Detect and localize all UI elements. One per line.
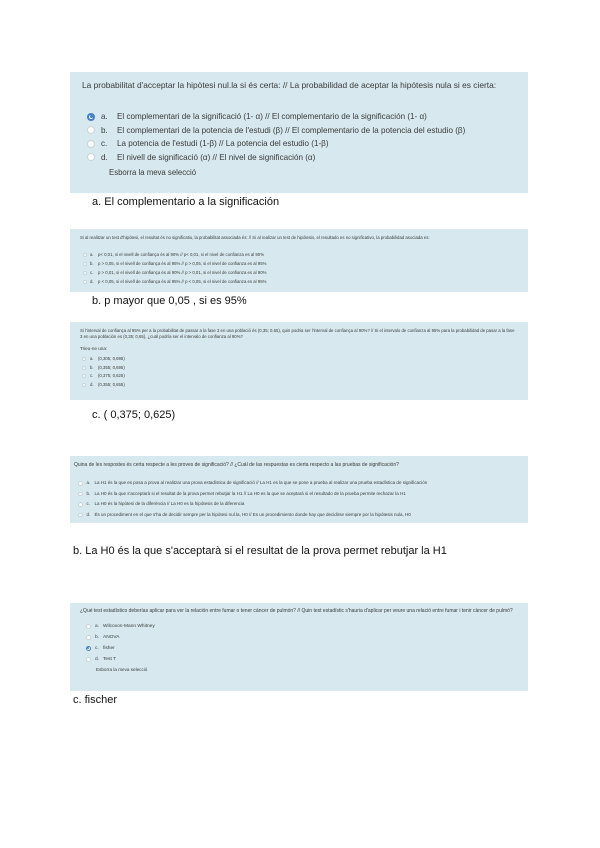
- option-text: p < 0,05, si el nivell de confiança és al 95% // p < 0,05, si el nivel de confianza es al 95%: [98, 279, 267, 284]
- options-list: [82, 110, 516, 164]
- option-letter: d.: [101, 152, 108, 162]
- question-card-1: [70, 72, 528, 193]
- question-card-2: [70, 229, 528, 292]
- option-letter: c.: [101, 139, 108, 148]
- radio-icon[interactable]: [78, 513, 83, 518]
- question-text: Si l'interval de confiança al 95% per a la probabilitat de passar a la fase 3 en una població és (0,35; 0,65), quin podria ser l'interval de confiança al 90%? // Si el intervalo de confianza al 95% para la probabilidad de pasar a la fase 3 en una población es (0,35; 0,65), ¿cuál podría ser el intervalo de confianza al 90%?: [80, 328, 515, 339]
- choose-one-label: Trieu-ne una:: [80, 346, 108, 351]
- option-a[interactable]: [80, 621, 518, 632]
- option-letter: a.: [95, 624, 100, 629]
- radio-icon[interactable]: [82, 383, 86, 387]
- option-text: Wilcoxon-Mann Whitney: [103, 624, 155, 629]
- radio-icon[interactable]: [87, 140, 95, 148]
- clear-selection-link[interactable]: Esborra la meva selecció: [109, 168, 197, 177]
- option-letter: c.: [95, 646, 99, 651]
- options-list: [74, 478, 524, 520]
- option-text: És un procediment en el que s'ha de decidir sempre per la hipòtesi nul.la, H0 // Es un procedimiento donde hay que decidirse siempre por la hipótesis nula, H0: [94, 511, 411, 517]
- clear-selection-link[interactable]: Esborra la meva selecció: [96, 667, 148, 672]
- question-card-4: [70, 456, 528, 523]
- option-text: El complementari de la significació (1- α) // El complementario de la significación (1- α): [117, 112, 427, 121]
- option-text: La H1 és la que es posa a prova al realitzar una prova estadística de significació // La H1 es la que se pone a prueba al realizar una prueba estadística de significación: [94, 480, 428, 485]
- option-d[interactable]: [80, 654, 518, 665]
- radio-selected-icon[interactable]: [86, 646, 91, 651]
- radio-icon[interactable]: [83, 262, 87, 266]
- option-a[interactable]: [80, 355, 518, 364]
- option-text: El complementari de la potencia de l'estudi (β) // El complementario de la potencia del estudio (β): [117, 125, 466, 135]
- option-text: La potencia de l'estudi (1-β) // La potencia del estudio (1-β): [117, 139, 329, 148]
- radio-icon[interactable]: [82, 366, 86, 370]
- option-text: (0,305; 0,695): [98, 356, 125, 361]
- option-d[interactable]: [80, 381, 518, 390]
- radio-icon[interactable]: [87, 126, 95, 134]
- radio-icon[interactable]: [83, 280, 87, 284]
- radio-icon[interactable]: [86, 657, 91, 662]
- option-text: (0,355; 0,655): [98, 381, 125, 387]
- option-letter: c.: [90, 270, 94, 275]
- option-text: El nivell de significació (α) // El nivel de significación (α): [117, 152, 316, 162]
- option-b[interactable]: [82, 124, 516, 138]
- option-letter: c.: [86, 501, 91, 506]
- option-d[interactable]: [82, 151, 516, 165]
- answer-note-1: a. El complementario a la significación: [92, 196, 280, 208]
- radio-icon[interactable]: [78, 481, 83, 486]
- option-letter: d.: [86, 511, 91, 517]
- option-letter: a.: [101, 112, 108, 121]
- option-text: p > 0,01, si el nivell de confiança és al 90% // p > 0,01, si el nivel de confianza es al 90%: [98, 270, 267, 275]
- option-letter: b.: [90, 261, 94, 266]
- answer-note-2: b. p mayor que 0,05 , si es 95%: [92, 295, 247, 307]
- question-card-5: [70, 603, 528, 691]
- option-text: (0,375; 0,625): [98, 373, 125, 378]
- answer-note-5: c. fischer: [73, 694, 118, 706]
- options-list: [80, 621, 518, 665]
- options-list: [80, 355, 518, 389]
- option-text: (0,355; 0,695): [98, 364, 125, 370]
- option-a[interactable]: [82, 110, 516, 124]
- option-d[interactable]: [80, 277, 518, 286]
- options-list: [80, 250, 518, 286]
- radio-icon[interactable]: [83, 271, 87, 275]
- option-letter: d.: [90, 381, 94, 387]
- option-text: p > 0,05, si el nivell de confiança és al 95% // p > 0,05, si el nivel de confianza es al 95%: [98, 261, 267, 266]
- option-c[interactable]: [80, 643, 518, 654]
- answer-note-3: c. ( 0,375; 0,625): [92, 409, 176, 421]
- option-letter: b.: [86, 490, 91, 496]
- option-b[interactable]: [80, 632, 518, 643]
- option-letter: a.: [90, 252, 94, 257]
- option-letter: d.: [95, 657, 100, 662]
- radio-icon[interactable]: [82, 357, 86, 361]
- option-text: p< 0,01, si el nivell de confiança és al 90% // p< 0,01, si el nivel de confianza es al 90%: [98, 252, 265, 257]
- option-letter: b.: [95, 635, 100, 640]
- option-b[interactable]: [80, 259, 518, 268]
- option-text: Test T: [103, 657, 116, 662]
- radio-selected-icon[interactable]: [87, 113, 95, 121]
- option-letter: c.: [90, 373, 94, 378]
- option-d[interactable]: [74, 510, 524, 521]
- radio-icon[interactable]: [87, 153, 95, 161]
- option-b[interactable]: [74, 489, 524, 500]
- option-letter: d.: [90, 279, 94, 284]
- radio-icon[interactable]: [86, 624, 91, 629]
- option-c[interactable]: [82, 137, 516, 151]
- answer-note-4: b. La H0 és la que s'acceptarà si el resultat de la prova permet rebutjar la H1: [73, 545, 447, 557]
- option-a[interactable]: [80, 250, 518, 259]
- option-text: La H0 és la hipòtesi de la diferència // La H0 es la hipótesis de la diferencia: [94, 501, 245, 506]
- radio-icon[interactable]: [78, 492, 83, 497]
- option-c[interactable]: [80, 268, 518, 277]
- option-letter: a.: [90, 356, 94, 361]
- option-a[interactable]: [74, 478, 524, 489]
- radio-icon[interactable]: [82, 374, 86, 378]
- option-letter: b.: [101, 125, 108, 135]
- radio-icon[interactable]: [83, 253, 87, 257]
- question-card-3: [70, 322, 528, 400]
- radio-icon[interactable]: [86, 635, 91, 640]
- question-text: La probabilitat d'acceptar la hipòtesi nul.la si és certa: // La probabilidad de aceptar la hipótesis nula si es cierta:: [82, 80, 497, 90]
- option-letter: b.: [90, 364, 94, 370]
- radio-icon[interactable]: [78, 502, 83, 507]
- option-text: La H0 és la que s'acceptarà si el resultat de la prova permet rebutjar la H1 // La H0 es la que se aceptará si el resultado de la prueba permite rechazar la H1: [94, 490, 406, 496]
- option-letter: a.: [86, 480, 91, 485]
- option-text: fisher: [103, 646, 115, 651]
- option-b[interactable]: [80, 364, 518, 373]
- question-text: Si al realitzar un test d'hipòtesi, el resultat és no significatiu, la probabilitat associada és: // Si al realizar un test de hipótesis, el resultado es no significativo, la probabilidad asociada es:: [80, 235, 430, 240]
- question-text: Quina de les respostes és certa respecte a les proves de significació? // ¿Cuál de las respuestas es cierta respecto a las pruebas de significación?: [74, 462, 399, 468]
- option-c[interactable]: [80, 372, 518, 381]
- question-text: ¿Qué test estadístico deberías aplicar para ver la relación entre fumar o tener cáncer de pulmón? // Quin test estadístic s'hauria d'aplicar per veure una relació entre fumar i tenir càncer de pulmó?: [80, 608, 513, 614]
- option-text: ANOVA: [103, 635, 120, 640]
- option-c[interactable]: [74, 499, 524, 510]
